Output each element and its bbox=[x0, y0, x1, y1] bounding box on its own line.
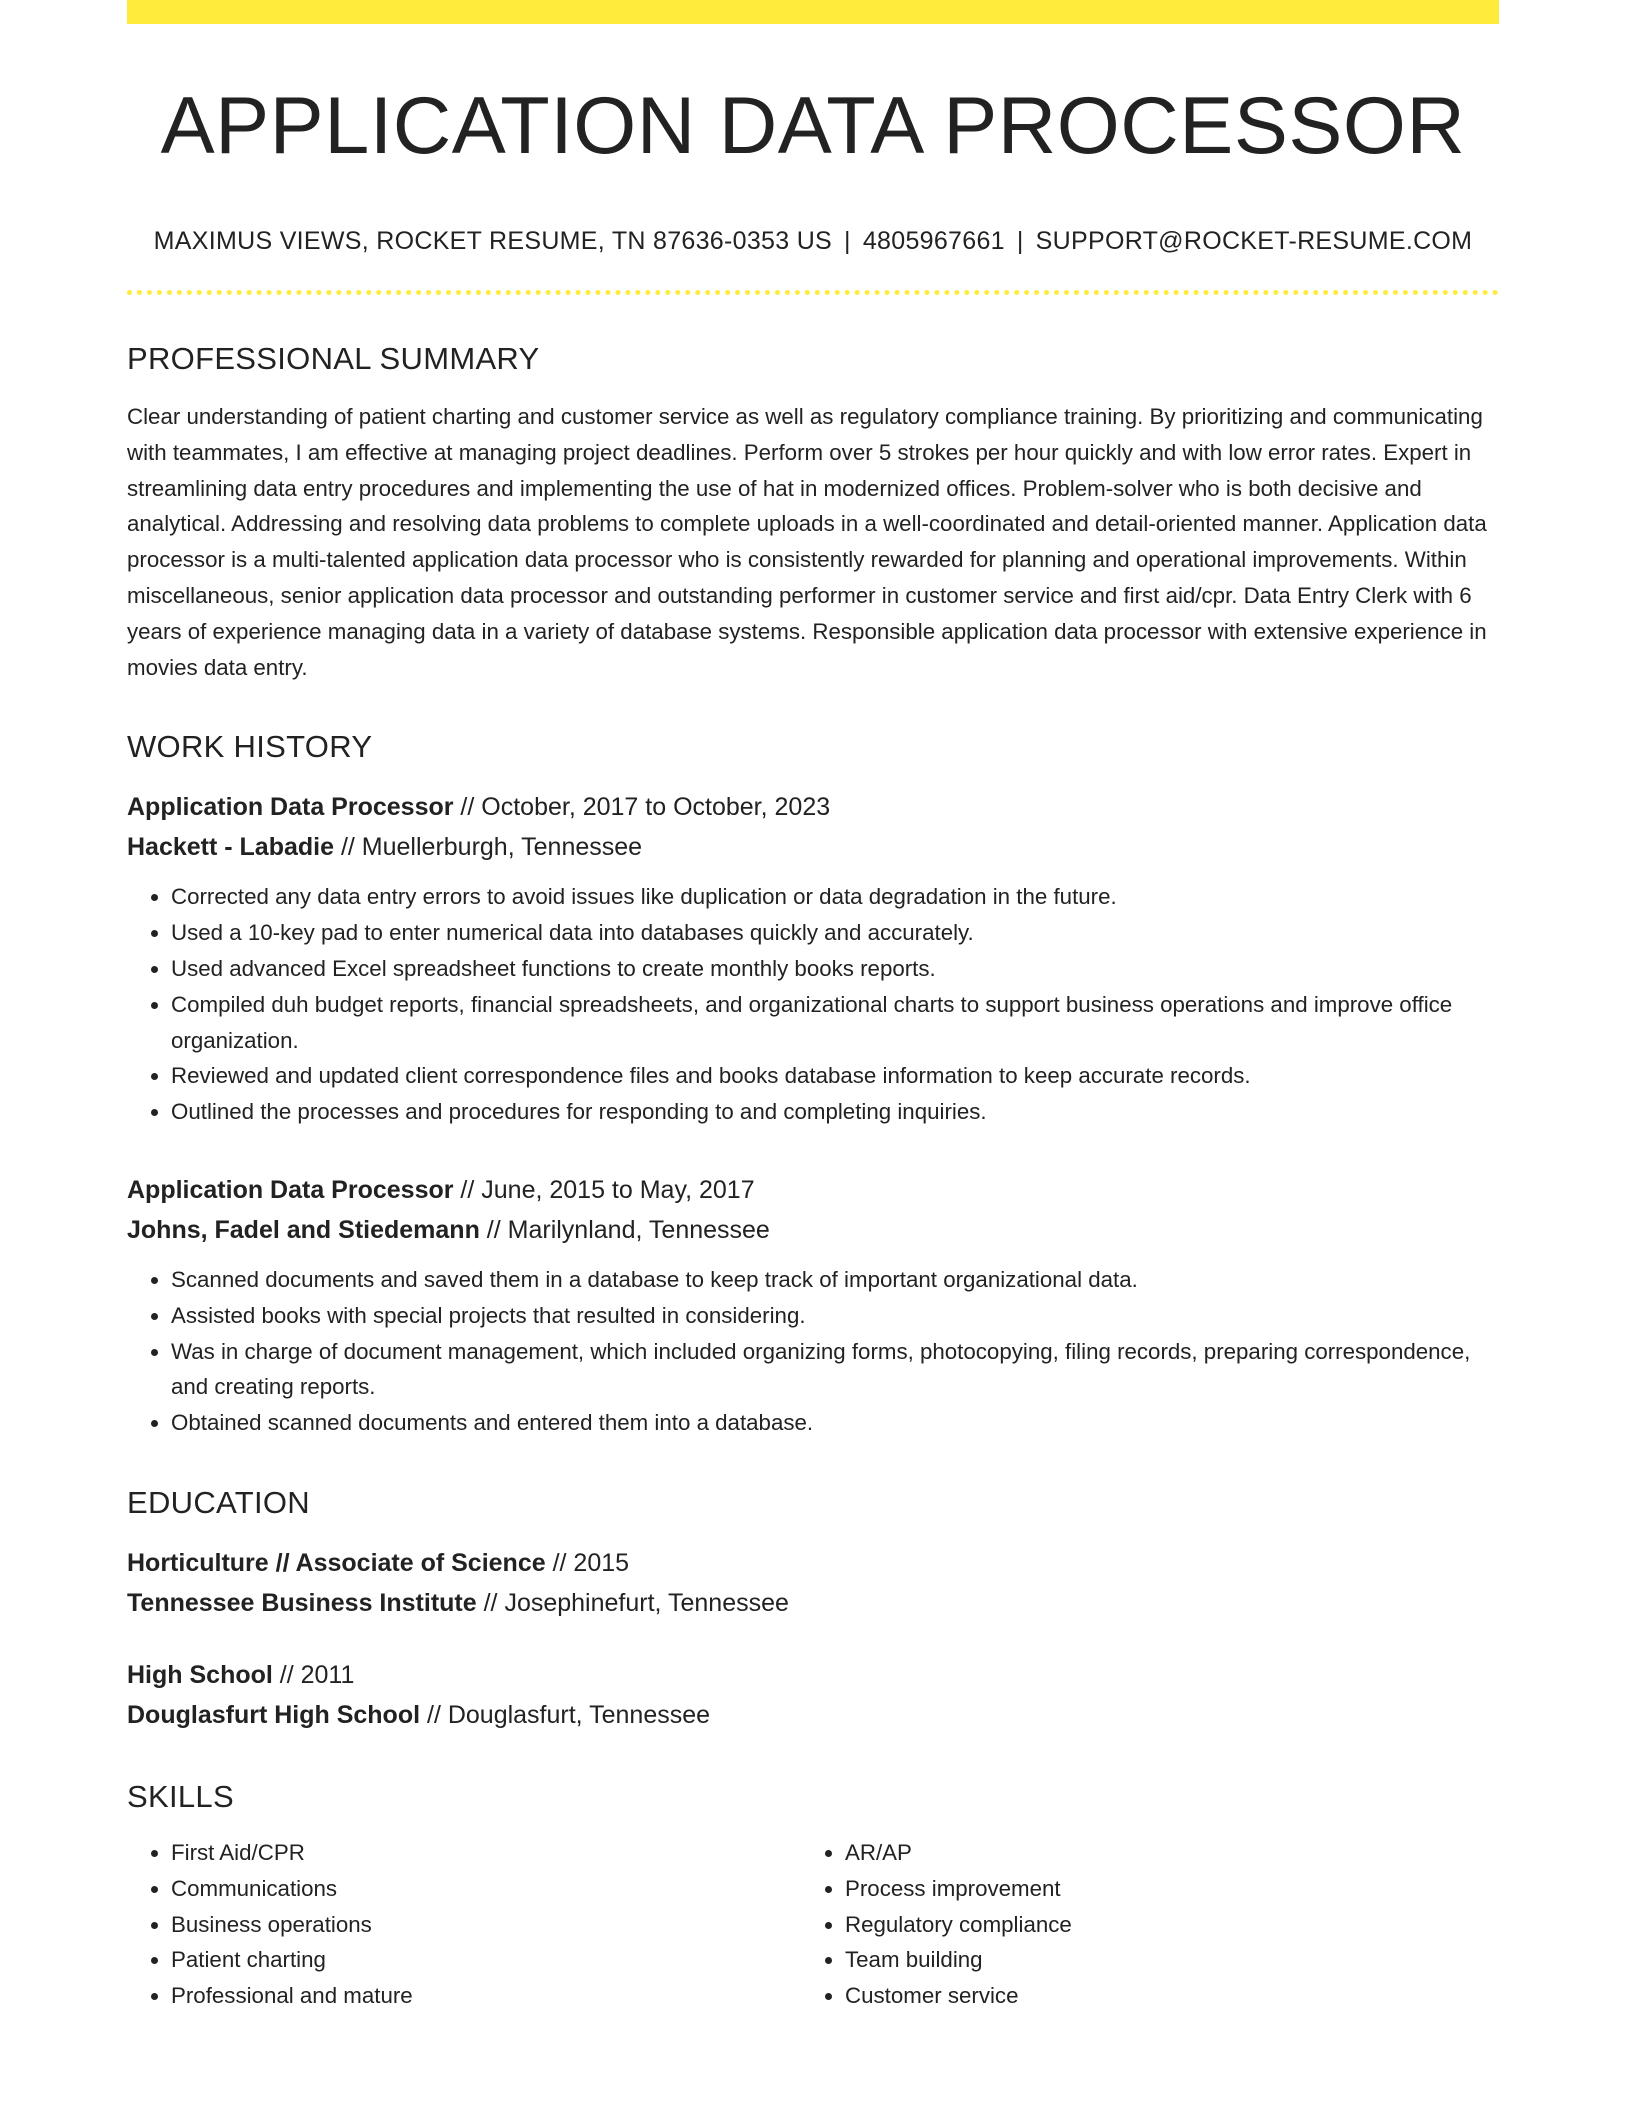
job-bullets bbox=[127, 879, 1499, 1130]
list-item: • Reviewed and updated client correspondence files and books database information to keep accurate records. bbox=[171, 1058, 1499, 1094]
degree: High School bbox=[127, 1661, 273, 1690]
resume-page bbox=[127, 0, 1499, 2014]
skills-left-column bbox=[127, 1835, 801, 2014]
summary-heading: PROFESSIONAL SUMMARY bbox=[127, 341, 540, 377]
school-name: Douglasfurt High School bbox=[127, 1701, 421, 1730]
list-item: • Scanned documents and saved them in a database to keep track of important organizational data. bbox=[171, 1262, 1499, 1298]
list-item: • Corrected any data entry errors to avoid issues like duplication or data degradation in the future. bbox=[171, 879, 1499, 915]
job-title-line bbox=[127, 1170, 1499, 1210]
school-location: // Josephinefurt, Tennessee bbox=[476, 1589, 789, 1618]
skill-item: • Customer service bbox=[845, 1978, 1475, 2014]
skills-columns bbox=[127, 1835, 1499, 2014]
job-entry bbox=[127, 1170, 1499, 1441]
school-line bbox=[127, 1583, 1499, 1623]
job-employer-line bbox=[127, 1210, 1499, 1250]
list-item: • Used a 10-key pad to enter numerical data into databases quickly and accurately. bbox=[171, 915, 1499, 951]
skills-section bbox=[127, 1779, 1499, 2014]
accent-top-bar bbox=[127, 0, 1499, 24]
list-item: • Assisted books with special projects that resulted in considering. bbox=[171, 1298, 1499, 1334]
skill-item: • Professional and mature bbox=[171, 1978, 801, 2014]
skills-heading: SKILLS bbox=[127, 1779, 234, 1815]
work-history-section bbox=[127, 729, 1499, 1441]
resume-title: APPLICATION DATA PROCESSOR bbox=[160, 81, 1466, 171]
skill-item: • AR/AP bbox=[845, 1835, 1475, 1871]
job-location: // Marilynland, Tennessee bbox=[479, 1216, 770, 1245]
skill-item: • First Aid/CPR bbox=[171, 1835, 801, 1871]
contact-phone: 4805967661 bbox=[862, 227, 1005, 256]
job-location: // Muellerburgh, Tennessee bbox=[334, 833, 643, 862]
education-section bbox=[127, 1485, 1499, 1735]
job-bullets bbox=[127, 1262, 1499, 1441]
school-location: // Douglasfurt, Tennessee bbox=[420, 1701, 711, 1730]
skill-item: • Regulatory compliance bbox=[845, 1907, 1475, 1943]
school-name: Tennessee Business Institute bbox=[127, 1589, 477, 1618]
job-title: Application Data Processor bbox=[127, 1176, 454, 1205]
education-entry bbox=[127, 1543, 1499, 1623]
education-entry bbox=[127, 1655, 1499, 1735]
list-item: • Compiled duh budget reports, financial spreadsheets, and organizational charts to support business operations and improve office organization. bbox=[171, 987, 1499, 1059]
skill-item: • Team building bbox=[845, 1942, 1475, 1978]
skill-item: • Process improvement bbox=[845, 1871, 1475, 1907]
job-dates: // October, 2017 to October, 2023 bbox=[453, 793, 831, 822]
school-line bbox=[127, 1695, 1499, 1735]
contact-separator: | bbox=[844, 227, 851, 256]
contact-address: MAXIMUS VIEWS, ROCKET RESUME, TN 87636-0353 US bbox=[153, 227, 833, 256]
degree-line bbox=[127, 1655, 1499, 1695]
list-item: • Used advanced Excel spreadsheet functions to create monthly books reports. bbox=[171, 951, 1499, 987]
contact-separator: | bbox=[1016, 227, 1024, 256]
job-employer: Johns, Fadel and Stiedemann bbox=[127, 1216, 480, 1245]
list-item: • Obtained scanned documents and entered them into a database. bbox=[171, 1405, 1499, 1441]
contact-email: SUPPORT@ROCKET-RESUME.COM bbox=[1035, 227, 1473, 256]
degree-line bbox=[127, 1543, 1499, 1583]
skills-right-column bbox=[801, 1835, 1475, 2014]
skill-item: • Patient charting bbox=[171, 1942, 801, 1978]
education-heading: EDUCATION bbox=[127, 1485, 310, 1521]
dotted-divider bbox=[127, 290, 1499, 295]
job-dates: // June, 2015 to May, 2017 bbox=[453, 1176, 755, 1205]
contact-line bbox=[127, 227, 1499, 256]
graduation-year: // 2011 bbox=[272, 1661, 355, 1690]
summary-text: Clear understanding of patient charting and customer service as well as regulatory compliance training. By prioritizing and communicating with teammates, I am effective at managing project deadlines. Perform over 5 strokes per hour quickly and with low error rates. Expert in streamlining data entry procedures and implementing the use of hat in modernized offices. Problem-solver who is both decisive and analytical. Addressing and resolving data problems to complete uploads in a well-coordinated and detail-oriented manner. Application data processor is a multi-talented application data processor who is consistently rewarded for planning and operational improvements. Within miscellaneous, senior application data processor and outstanding performer in customer service and first aid/cpr. Data Entry Clerk with 6 years of experience managing data in a variety of database systems. Responsible application data processor with extensive experience in movies data entry. bbox=[127, 404, 1487, 680]
skill-item: • Communications bbox=[171, 1871, 801, 1907]
job-employer-line bbox=[127, 827, 1499, 867]
job-entry bbox=[127, 787, 1499, 1130]
work-history-heading: WORK HISTORY bbox=[127, 729, 373, 765]
skill-item: • Business operations bbox=[171, 1907, 801, 1943]
job-title-line bbox=[127, 787, 1499, 827]
job-title: Application Data Processor bbox=[127, 793, 454, 822]
list-item: • Outlined the processes and procedures for responding to and completing inquiries. bbox=[171, 1094, 1499, 1130]
graduation-year: // 2015 bbox=[545, 1549, 630, 1578]
job-employer: Hackett - Labadie bbox=[127, 833, 335, 862]
degree: Horticulture // Associate of Science bbox=[127, 1549, 546, 1578]
list-item: • Was in charge of document management, which included organizing forms, photocopying, filing records, preparing correspondence, and creating reports. bbox=[171, 1334, 1499, 1406]
